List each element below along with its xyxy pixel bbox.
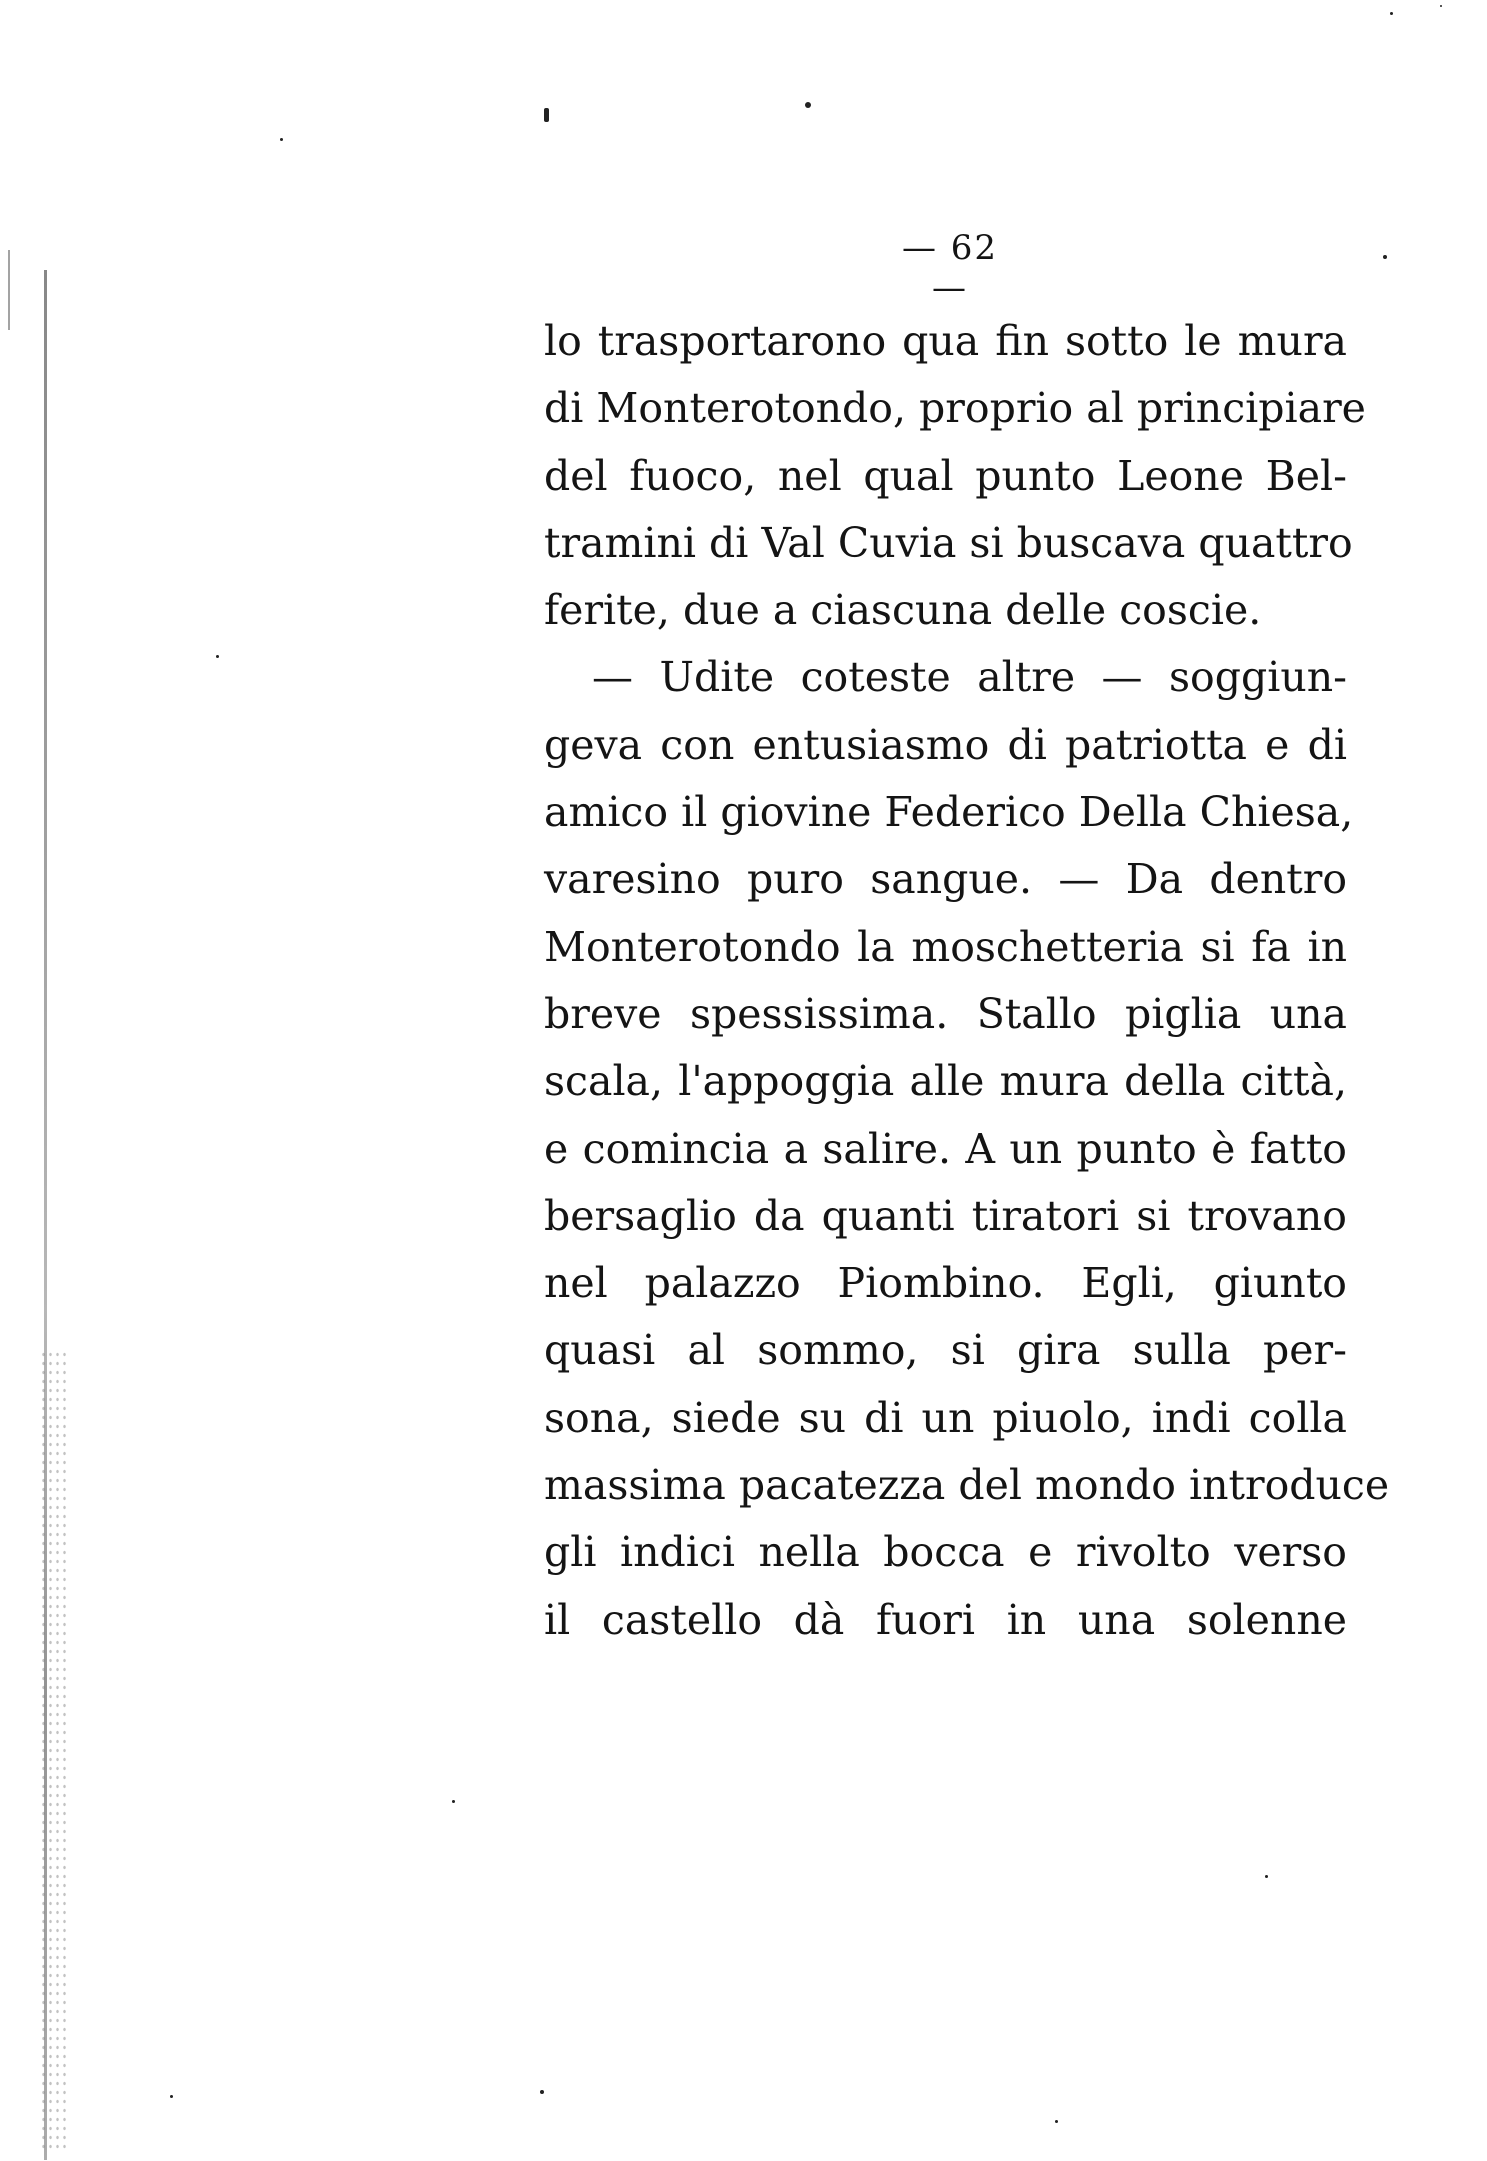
scan-speck — [540, 2090, 544, 2094]
text-line: di Monterotondo, proprio al principiare — [544, 384, 1366, 433]
scan-speck — [544, 108, 549, 122]
scan-speck — [1055, 2120, 1058, 2123]
text-line: bersaglio da quanti tiratori si trovano — [544, 1191, 1347, 1240]
text-line: nel palazzo Piombino. Egli, giunto — [544, 1259, 1347, 1308]
scan-speck — [805, 102, 811, 108]
text-line: massima pacatezza del mondo introduce — [544, 1461, 1390, 1510]
page-number: — 62 — — [901, 228, 999, 308]
text-line: sona, siede su di un piuolo, indi colla — [544, 1393, 1347, 1442]
text-line: il castello dà fuori in una solenne — [544, 1595, 1347, 1644]
scan-speck — [1440, 5, 1442, 7]
text-line: gli indici nella bocca e rivolto verso — [544, 1528, 1347, 1577]
binding-edge-mark — [8, 250, 10, 330]
scan-speck — [280, 138, 283, 141]
text-line: Monterotondo la moschetteria si fa in — [544, 922, 1347, 971]
text-line: tramini di Val Cuvia si buscava quattro — [544, 518, 1353, 567]
text-line: lo trasportarono qua fin sotto le mura — [544, 317, 1347, 365]
text-line: amico il giovine Federico Della Chiesa, — [544, 788, 1354, 837]
scan-speck — [1390, 12, 1393, 15]
text-line: scala, l'appoggia alle mura della città, — [544, 1057, 1347, 1106]
scan-speck — [1265, 1875, 1268, 1878]
text-line: breve spessissima. Stallo piglia una — [544, 989, 1347, 1038]
text-line: del fuoco, nel qual punto Leone Bel- — [544, 451, 1347, 500]
scan-speck — [452, 1800, 455, 1803]
body-text — [544, 308, 1390, 1654]
text-line: geva con entusiasmo di patriotta e di — [544, 720, 1347, 769]
scan-speck — [1383, 255, 1387, 259]
text-line: varesino puro sangue. — Da dentro — [544, 855, 1347, 904]
scan-speck — [216, 655, 219, 658]
text-line: ferite, due a ciascuna delle coscie. — [544, 586, 1262, 635]
text-line: quasi al sommo, si gira sulla per- — [544, 1326, 1347, 1375]
text-line: — Udite coteste altre — soggiun- — [592, 653, 1347, 702]
binding-scan-noise — [40, 1350, 70, 2150]
scan-speck — [170, 2095, 173, 2098]
text-line: e comincia a salire. A un punto è fatto — [544, 1124, 1347, 1173]
